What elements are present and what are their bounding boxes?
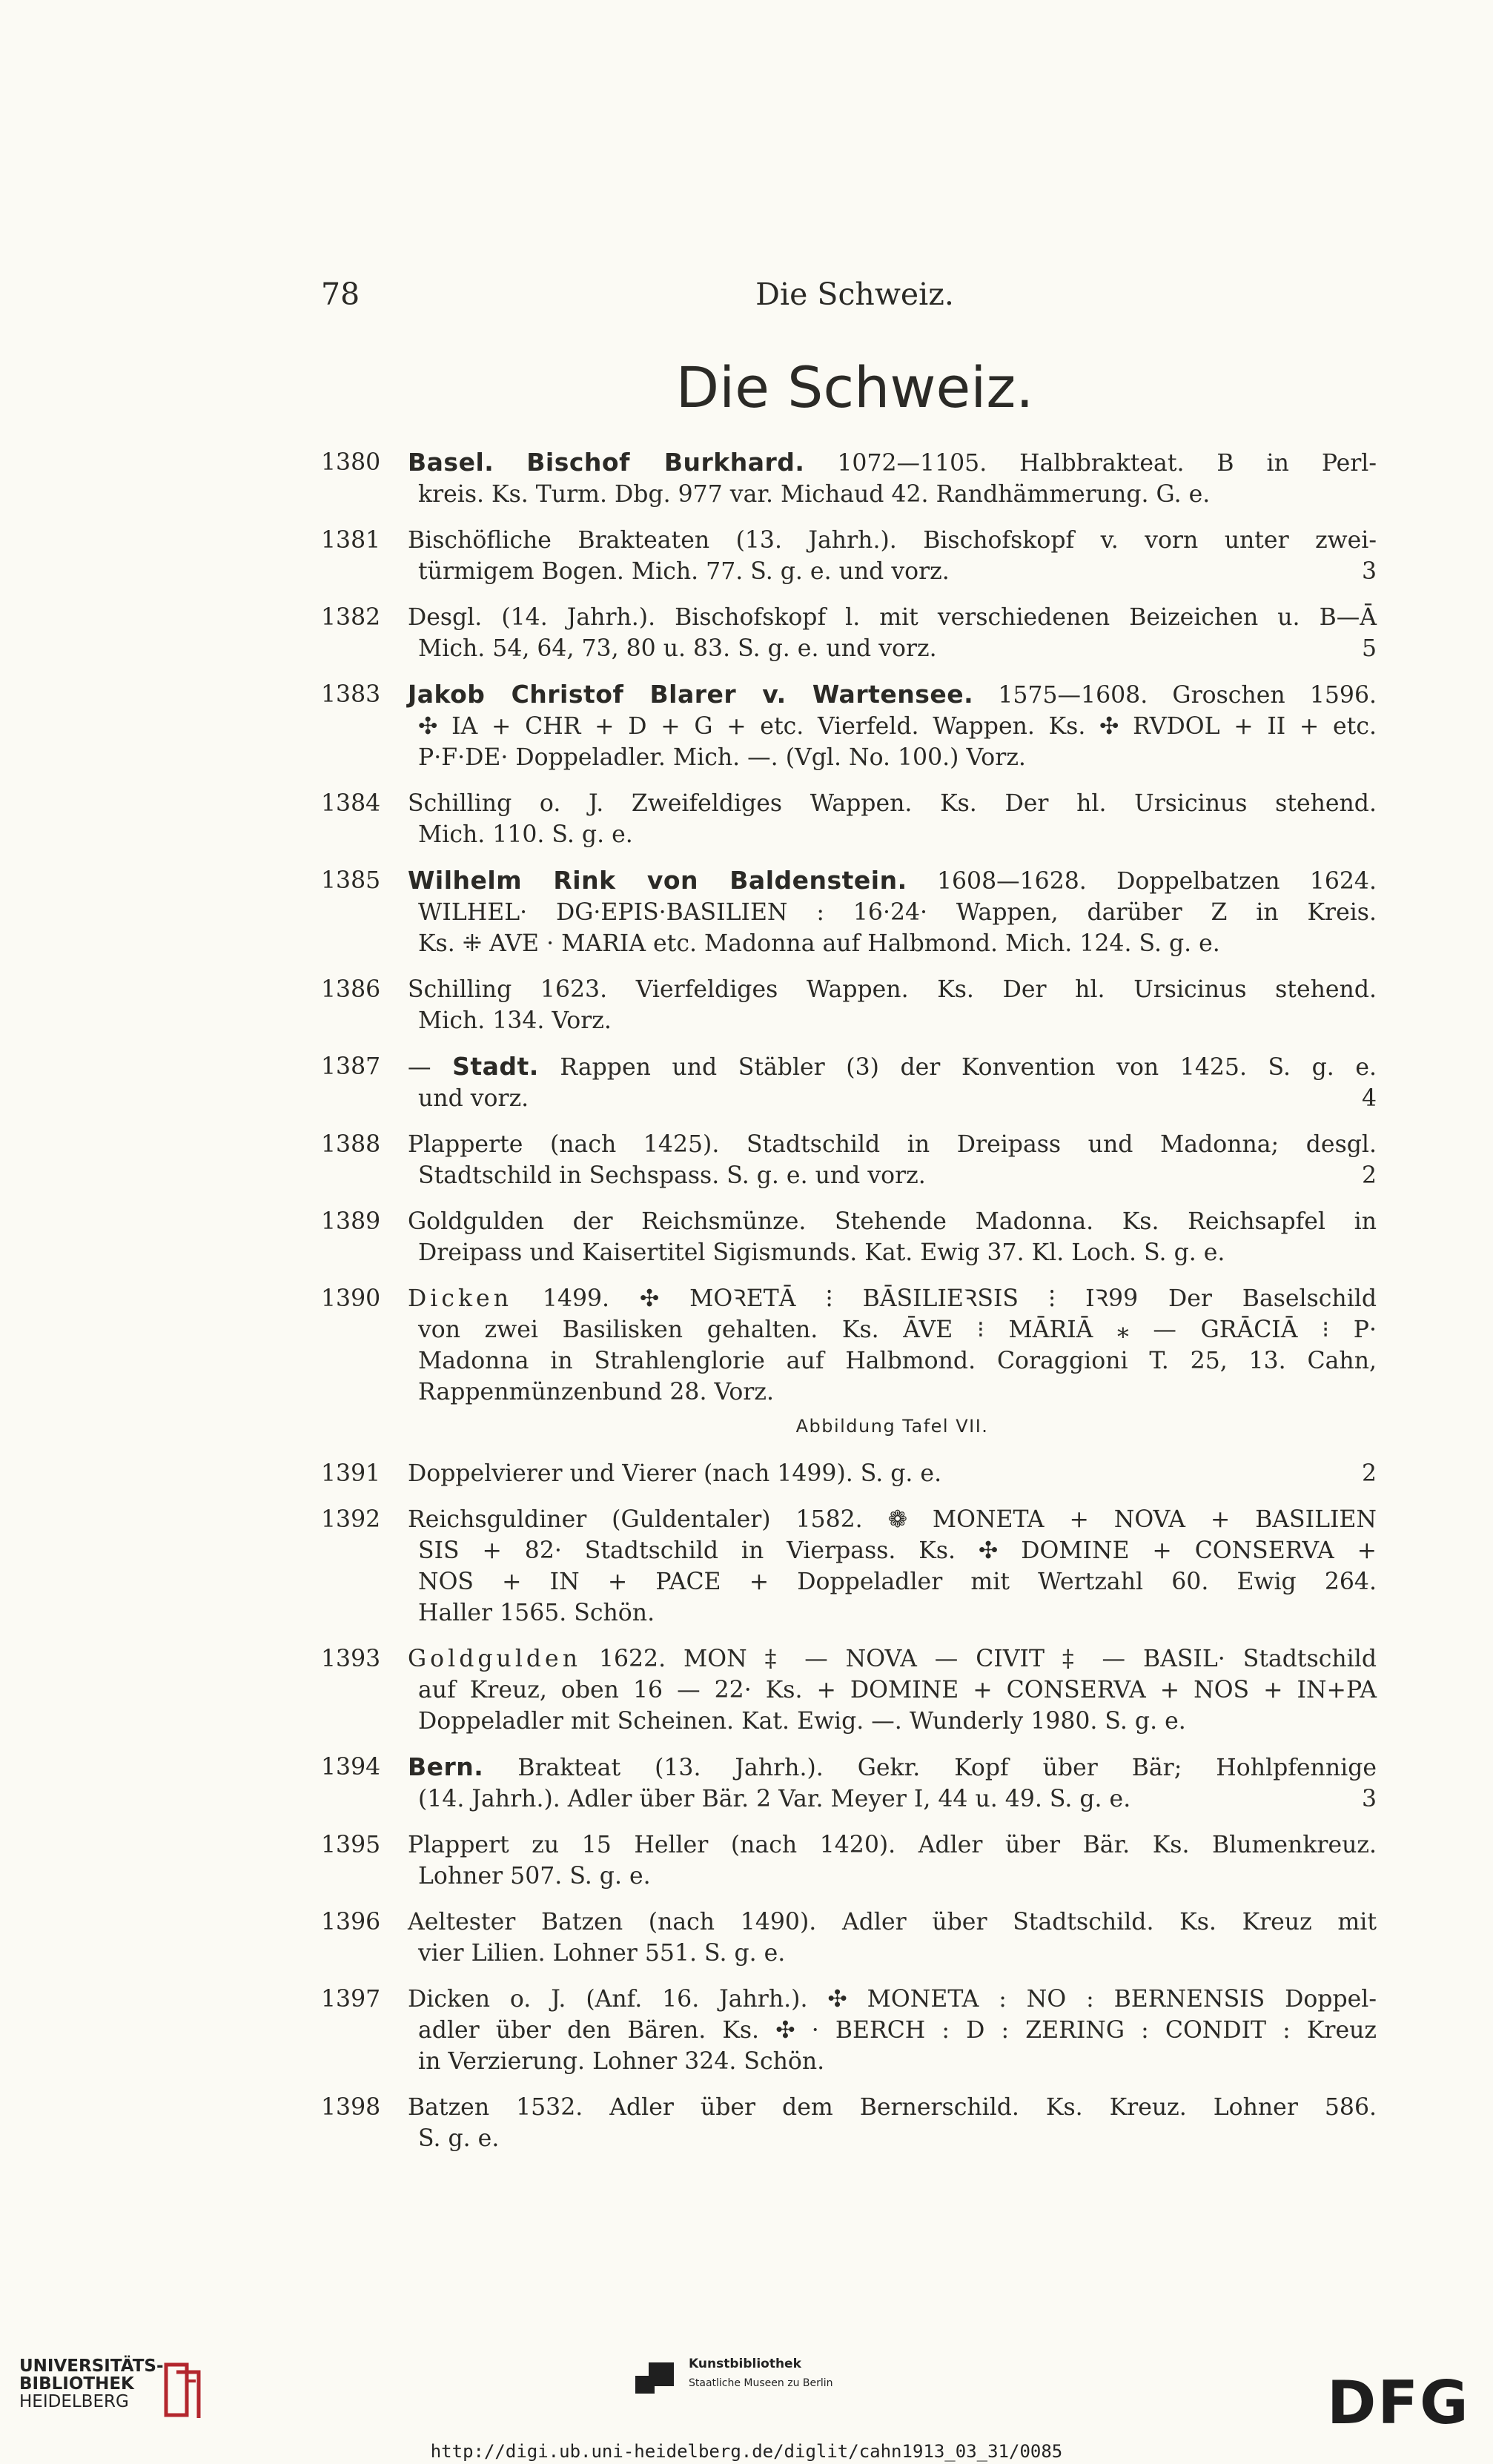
entry-line: Plappert zu 15 Heller (nach 1420). Adler über Bär. Ks. Blumenkreuz. xyxy=(408,1832,1377,1858)
entry-price: 2 xyxy=(1361,1162,1377,1189)
catalog-entry xyxy=(321,602,1377,664)
entry-number: 1383 xyxy=(321,681,381,708)
entry-heading: Wilhelm Rink von Baldenstein. xyxy=(408,866,907,895)
catalog-entry xyxy=(321,679,1377,773)
catalog-entry xyxy=(321,2092,1377,2154)
entry-text: Brakteat (13. Jahrh.). Gekr. Kopf über Bär; Hohlpfennige xyxy=(517,1755,1377,1781)
entry-line: Bischöfliche Brakteaten (13. Jahrh.). Bischofskopf v. vorn unter zwei- xyxy=(408,527,1377,554)
catalog-entry xyxy=(321,1829,1377,1892)
entry-line: Aeltester Batzen (nach 1490). Adler über Stadtschild. Ks. Kreuz mit xyxy=(408,1909,1377,1935)
entry-line: ✣ IA + CHR + D + G + etc. Vierfeld. Wappen. Ks. ✣ RVDOL + II + etc. xyxy=(418,713,1377,740)
entry-line: S. g. e. xyxy=(418,2125,500,2152)
entry-line xyxy=(408,1051,1377,1083)
entry-line: vier Lilien. Lohner 551. S. g. e. xyxy=(418,1940,786,1967)
entry-line: Madonna in Strahlenglorie auf Halbmond. Coraggioni T. 25, 13. Cahn, xyxy=(418,1348,1377,1374)
entry-line: Dicken o. J. (Anf. 16. Jahrh.). ✣ MONETA : NO : BERNENSIS Doppel- xyxy=(408,1986,1377,2013)
entry-number: 1396 xyxy=(321,1909,381,1935)
entry-text: türmigem Bogen. Mich. 77. S. g. e. und vorz. xyxy=(418,558,950,585)
entry-line xyxy=(408,1160,1377,1191)
entry-text: Mich. 54, 64, 73, 80 u. 83. S. g. e. und vorz. xyxy=(418,635,937,662)
digitization-footer xyxy=(0,2346,1493,2464)
entry-price: 3 xyxy=(1361,1786,1377,1812)
entry-line: auf Kreuz, oben 16 — 22· Ks. + DOMINE + CONSERVA + NOS + IN+PA xyxy=(418,1677,1377,1703)
entry-line xyxy=(408,1458,1377,1489)
entry-line xyxy=(408,556,1377,587)
catalog-entry xyxy=(321,1907,1377,1969)
entry-heading: Basel. xyxy=(408,448,494,477)
catalog-entry xyxy=(321,1283,1377,1408)
entry-text: 1575—1608. Groschen 1596. xyxy=(998,682,1377,709)
library-line: UNIVERSITÄTS- xyxy=(19,2357,164,2376)
entry-text: 1608—1628. Doppelbatzen 1624. xyxy=(936,868,1377,895)
entry-line: Doppeladler mit Scheinen. Kat. Ewig. —. Wunderly 1980. S. g. e. xyxy=(418,1708,1186,1735)
page-header xyxy=(321,276,1388,321)
entry-number: 1381 xyxy=(321,527,381,554)
entry-number: 1387 xyxy=(321,1053,381,1080)
library-line: BIBLIOTHEK xyxy=(19,2374,134,2394)
entry-text: Doppelvierer und Vierer (nach 1499). S. g. e. xyxy=(408,1460,942,1487)
permalink-url[interactable]: http://digi.ub.uni-heidelberg.de/diglit/cahn1913_03_31/0085 xyxy=(430,2441,1063,2462)
entry-line: Reichsguldiner (Guldentaler) 1582. ❁ MONETA + NOVA + BASILIEN xyxy=(408,1506,1377,1533)
catalog-entry xyxy=(321,1752,1377,1815)
entry-line: in Verzierung. Lohner 324. Schön. xyxy=(418,2048,825,2075)
catalog-entry xyxy=(321,1206,1377,1268)
entry-price: 5 xyxy=(1361,635,1377,662)
entry-number: 1397 xyxy=(321,1986,381,2013)
entry-line: Batzen 1532. Adler über dem Bernerschild. Ks. Kreuz. Lohner 586. xyxy=(408,2094,1377,2121)
entry-price: 2 xyxy=(1361,1460,1377,1487)
catalog-entries xyxy=(321,447,1377,2169)
entry-line: P·F·DE· Doppeladler. Mich. —. (Vgl. No. 100.) Vorz. xyxy=(418,744,1026,771)
entry-text: 1622. MON ‡ — NOVA — CIVIT ‡ — BASIL· Stadtschild xyxy=(598,1646,1377,1672)
entry-text: Rappen und Stäbler (3) der Konvention von 1425. S. g. e. xyxy=(560,1054,1377,1081)
entry-line xyxy=(408,679,1377,711)
entry-line xyxy=(408,1752,1377,1784)
entry-number: 1390 xyxy=(321,1285,381,1312)
kunstbibliothek-text xyxy=(689,2357,833,2389)
entry-line xyxy=(408,447,1377,479)
library-name xyxy=(19,2357,164,2411)
entry-line: Lohner 507. S. g. e. xyxy=(418,1863,651,1890)
catalog-entry xyxy=(321,1458,1377,1489)
entry-price: 3 xyxy=(1361,558,1377,585)
entry-number: 1382 xyxy=(321,604,381,631)
university-library-logo[interactable] xyxy=(19,2357,212,2446)
page-number: 78 xyxy=(321,276,360,312)
entry-number: 1391 xyxy=(321,1460,381,1487)
entry-line xyxy=(408,1643,1377,1675)
catalog-entry xyxy=(321,1504,1377,1629)
entry-number: 1393 xyxy=(321,1646,381,1672)
catalog-entry xyxy=(321,1984,1377,2077)
entry-heading: Stadt. xyxy=(452,1052,539,1081)
entry-text: — xyxy=(408,1054,431,1081)
entry-line: Rappenmünzenbund 28. Vorz. xyxy=(418,1379,774,1405)
entry-number: 1386 xyxy=(321,976,381,1003)
entry-number: 1380 xyxy=(321,449,381,476)
entry-line: Desgl. (14. Jahrh.). Bischofskopf l. mit verschiedenen Beizeichen u. B—Ā xyxy=(408,604,1377,631)
entry-line xyxy=(408,1784,1377,1815)
dfg-logo[interactable]: DFG xyxy=(1327,2368,1470,2437)
entry-number: 1395 xyxy=(321,1832,381,1858)
entry-text: Stadtschild in Sechspass. S. g. e. und vorz. xyxy=(418,1162,926,1189)
entry-number: 1384 xyxy=(321,790,381,817)
catalog-entry xyxy=(321,974,1377,1036)
catalog-entry xyxy=(321,1129,1377,1191)
running-title: Die Schweiz. xyxy=(755,276,954,312)
entry-line: Schilling o. J. Zweifeldiges Wappen. Ks. Der hl. Ursicinus stehend. xyxy=(408,790,1377,817)
entry-heading: Goldgulden xyxy=(408,1646,581,1672)
entry-line: Goldgulden der Reichsmünze. Stehende Madonna. Ks. Reichsapfel in xyxy=(408,1208,1377,1235)
kunstbibliothek-emblem-icon xyxy=(632,2359,677,2394)
entry-line: von zwei Basilisken gehalten. Ks. ĀVE ⁝ MĀRIĀ ⁎ — GRĀCIĀ ⁝ P· xyxy=(418,1317,1377,1343)
entry-text: und vorz. xyxy=(418,1085,529,1112)
entry-line: NOS + IN + PACE + Doppeladler mit Wertzahl 60. Ewig 264. xyxy=(418,1569,1377,1595)
entry-heading: Bern. xyxy=(408,1752,484,1781)
plate-reference: Abbildung Tafel VII. xyxy=(795,1416,989,1437)
catalog-entry xyxy=(321,1051,1377,1114)
entry-line xyxy=(408,1083,1377,1114)
entry-line: Mich. 110. S. g. e. xyxy=(418,821,633,848)
catalog-entry xyxy=(321,525,1377,587)
kunstbibliothek-logo[interactable] xyxy=(632,2355,870,2414)
entry-line: Haller 1565. Schön. xyxy=(418,1600,655,1626)
library-emblem-icon xyxy=(162,2360,206,2420)
entry-number: 1385 xyxy=(321,867,381,894)
entry-heading: Dicken xyxy=(408,1285,512,1312)
catalog-entry xyxy=(321,788,1377,850)
library-line: HEIDELBERG xyxy=(19,2392,129,2411)
entry-line xyxy=(408,633,1377,664)
entry-number: 1389 xyxy=(321,1208,381,1235)
entry-line: adler über den Bären. Ks. ✣ · BERCH : D : ZERING : CONDIT : Kreuz xyxy=(418,2017,1377,2044)
entry-text: 1499. ✣ MOꝚETĀ ⁝ BĀSILIEꝚSIS ⁝ IꝚ99 Der Baselschild xyxy=(542,1285,1377,1312)
entry-line: Dreipass und Kaisertitel Sigismunds. Kat. Ewig 37. Kl. Loch. S. g. e. xyxy=(418,1239,1225,1266)
entry-text: (14. Jahrh.). Adler über Bär. 2 Var. Meyer I, 44 u. 49. S. g. e. xyxy=(418,1786,1131,1812)
entry-line xyxy=(408,865,1377,897)
kb-title: Kunstbibliothek xyxy=(689,2357,801,2371)
entry-number: 1398 xyxy=(321,2094,381,2121)
entry-line: Mich. 134. Vorz. xyxy=(418,1007,612,1034)
entry-line: SIS + 82· Stadtschild in Vierpass. Ks. ✣ DOMINE + CONSERVA + xyxy=(418,1537,1377,1564)
entry-line: Schilling 1623. Vierfeldiges Wappen. Ks. Der hl. Ursicinus stehend. xyxy=(408,976,1377,1003)
entry-price: 4 xyxy=(1361,1085,1377,1112)
entry-number: 1392 xyxy=(321,1506,381,1533)
entry-subheading: Bischof Burkhard. xyxy=(526,448,805,477)
entry-line: WILHEL· DG·EPIS·BASILIEN : 16·24· Wappen, darüber Z in Kreis. xyxy=(418,899,1377,926)
entry-line xyxy=(408,1283,1377,1314)
entry-text: 1072—1105. Halbbrakteat. B in Perl- xyxy=(837,450,1377,477)
catalog-entry xyxy=(321,1643,1377,1737)
catalog-entry xyxy=(321,865,1377,959)
entry-line: Ks. ⁜ AVE · MARIA etc. Madonna auf Halbmond. Mich. 124. S. g. e. xyxy=(418,930,1220,957)
page-title: Die Schweiz. xyxy=(675,354,1034,420)
entry-line: kreis. Ks. Turm. Dbg. 977 var. Michaud 42. Randhämmerung. G. e. xyxy=(418,481,1211,508)
entry-heading: Jakob Christof Blarer v. Wartensee. xyxy=(408,680,974,709)
entry-line: Plapperte (nach 1425). Stadtschild in Dreipass und Madonna; desgl. xyxy=(408,1131,1377,1158)
entry-number: 1394 xyxy=(321,1754,381,1781)
entry-number: 1388 xyxy=(321,1131,381,1158)
kb-subtitle: Staatliche Museen zu Berlin xyxy=(689,2377,833,2389)
catalog-entry xyxy=(321,447,1377,510)
